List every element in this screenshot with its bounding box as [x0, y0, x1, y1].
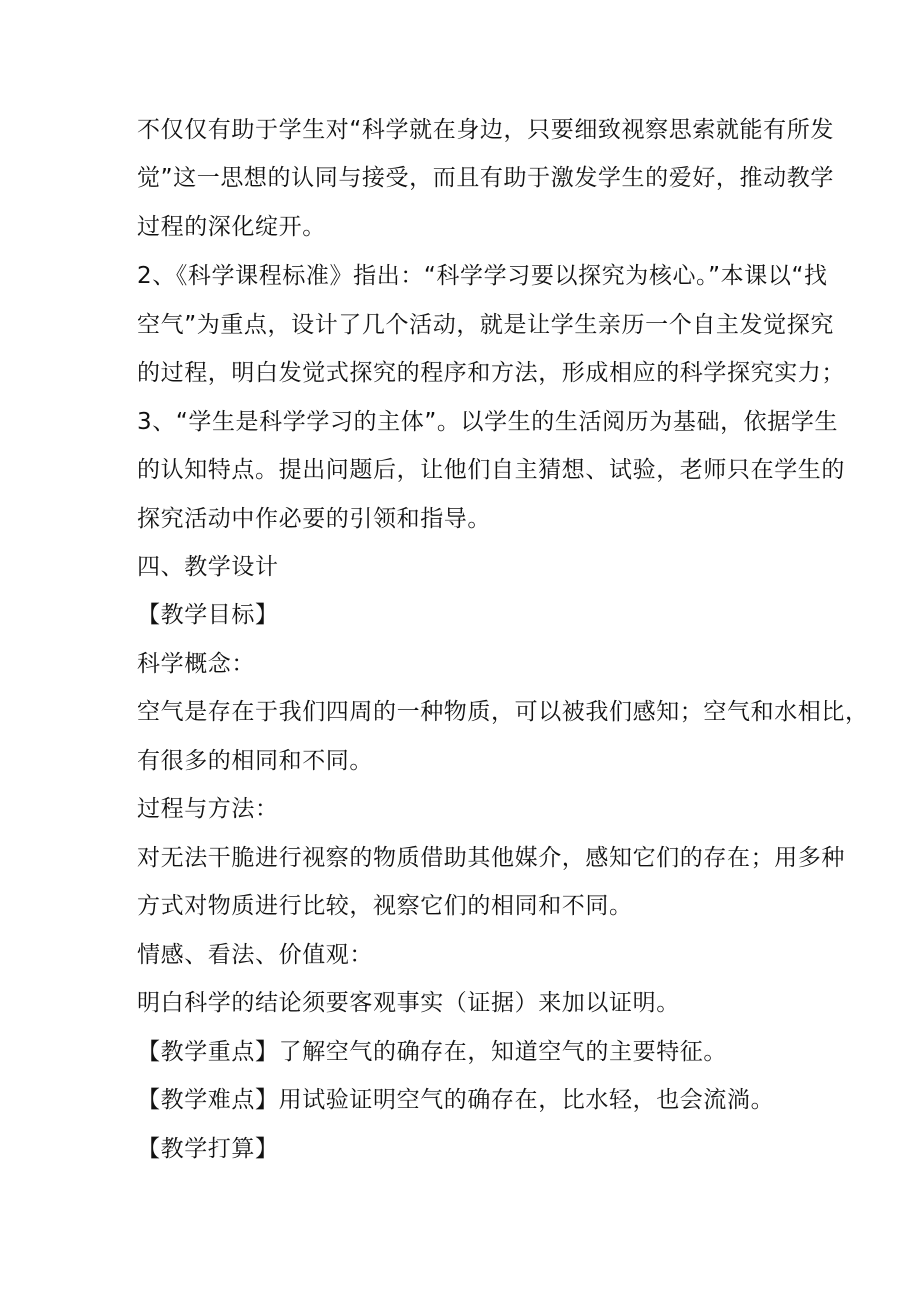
text-line: 明白科学的结论须要客观事实（证据）来加以证明。 — [137, 990, 680, 1016]
text-line: 觉”这一思想的认同与接受，而且有助于激发学生的爱好，推动教学 — [137, 165, 834, 191]
text-line: 探究活动中作必要的引领和指导。 — [137, 506, 491, 532]
text-line: 方式对物质进行比较，视察它们的相同和不同。 — [137, 893, 633, 919]
section-heading: 四、教学设计 — [137, 554, 279, 580]
text-line: 3、“学生是科学学习的主体”。以学生的生活阅历为基础，依据学生 — [137, 409, 839, 435]
text-line: 有很多的相同和不同。 — [137, 748, 373, 774]
text-line: 的认知特点。提出问题后，让他们自主猜想、试验，老师只在学生的 — [137, 457, 845, 483]
text-line: 空气是存在于我们四周的一种物质，可以被我们感知；空气和水相比， — [137, 699, 869, 725]
text-line: 空气”为重点，设计了几个活动，就是让学生亲历一个自主发觉探究 — [137, 312, 834, 338]
text-line: 过程的深化绽开。 — [137, 214, 326, 240]
text-line: 情感、看法、价值观： — [137, 942, 373, 968]
text-line: 不仅仅有助于学生对“科学就在身边，只要细致视察思索就能有所发 — [137, 117, 834, 143]
text-line: 【教学难点】用试验证明空气的确存在，比水轻，也会流淌。 — [137, 1087, 775, 1113]
text-line: 的过程，明白发觉式探究的程序和方法，形成相应的科学探究实力； — [137, 360, 845, 386]
subsection-heading: 【教学打算】 — [137, 1136, 279, 1162]
text-line: 科学概念： — [137, 651, 255, 677]
subsection-heading: 【教学目标】 — [137, 602, 279, 628]
text-line: 【教学重点】了解空气的确存在，知道空气的主要特征。 — [137, 1039, 727, 1065]
text-line: 对无法干脆进行视察的物质借助其他媒介，感知它们的存在；用多种 — [137, 845, 845, 871]
text-line: 2、《科学课程标准》指出：“科学学习要以探究为核心。”本课以“找 — [137, 263, 828, 289]
text-line: 过程与方法： — [137, 796, 279, 822]
